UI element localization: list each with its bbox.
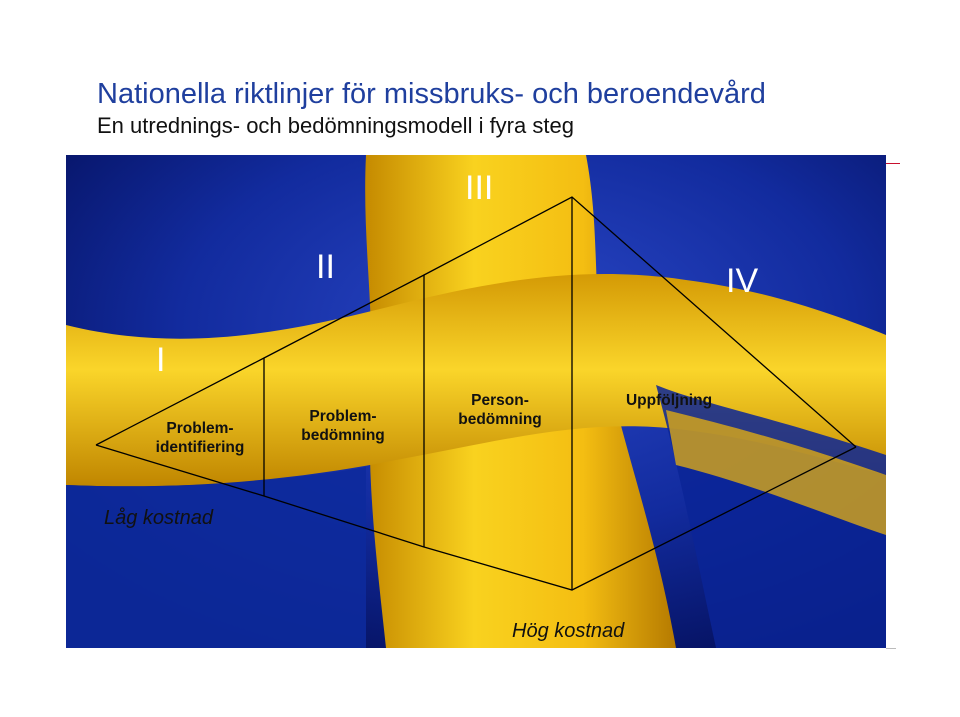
slide-title: Nationella riktlinjer för missbruks- och beroendevård xyxy=(97,78,766,110)
step-label-4: Uppföljning xyxy=(625,392,713,409)
step-numeral-3: III xyxy=(465,169,494,207)
step-label-2: Problem- bedömning xyxy=(301,408,385,444)
step-label-3: Person- bedömning xyxy=(458,392,542,428)
step-numeral-2: II xyxy=(316,248,335,286)
step-label-1: Problem- identifiering xyxy=(155,420,245,456)
swedish-flag-background xyxy=(66,155,886,648)
low-cost-label: Låg kostnad xyxy=(104,507,213,529)
high-cost-label: Hög kostnad xyxy=(512,620,625,642)
step-numeral-1: I xyxy=(156,341,166,379)
accent-line-top xyxy=(886,163,900,164)
slide-subtitle: En utrednings- och bedömningsmodell i fyra steg xyxy=(97,113,574,138)
step-numeral-4: IV xyxy=(726,262,759,300)
divider-line-bottom xyxy=(886,648,896,649)
